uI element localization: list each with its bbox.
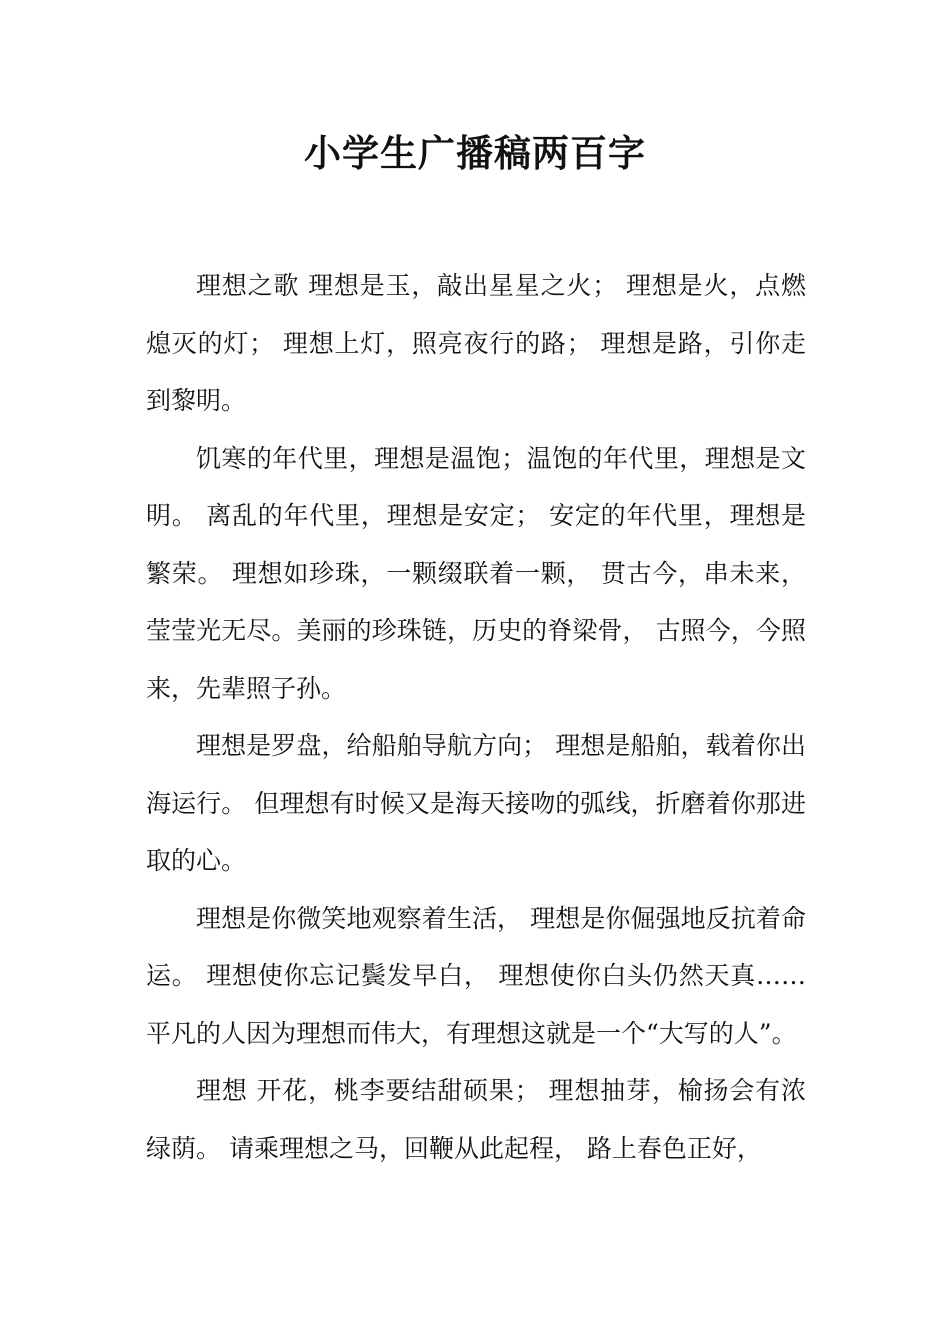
paragraph: 饥寒的年代里，理想是温饱；温饱的年代里，理想是文明。 离乱的年代里，理想是安定； 安定的年代里，理想是繁荣。 理想如珍珠，一颗缀联着一颗， 贯古今，串未来，莹莹光无尽。美丽的珍珠链，历史的脊梁骨， 古照今，今照来，先辈照子孙。 [146,443,806,703]
document-title: 小学生广播稿两百字 [304,131,646,175]
paragraph: 理想之歌 理想是玉，敲出星星之火； 理想是火，点燃熄灭的灯； 理想上灯，照亮夜行的路； 理想是路，引你走到黎明。 [146,271,806,415]
paragraph: 理想 开花，桃李要结甜硕果； 理想抽芽，榆扬会有浓绿荫。 请乘理想之马，回鞭从此起程， 路上春色正好， [146,1076,806,1163]
paragraph: 理想是罗盘，给船舶导航方向； 理想是船舶，载着你出海运行。 但理想有时候又是海天接吻的弧线，折磨着你那进取的心。 [146,731,806,875]
document-body [146,257,806,1177]
paragraph: 理想是你微笑地观察着生活， 理想是你倔强地反抗着命运。 理想使你忘记鬓发早白， 理想使你白头仍然天真…… 平凡的人因为理想而伟大，有理想这就是一个“大写的人”。 [146,903,806,1048]
